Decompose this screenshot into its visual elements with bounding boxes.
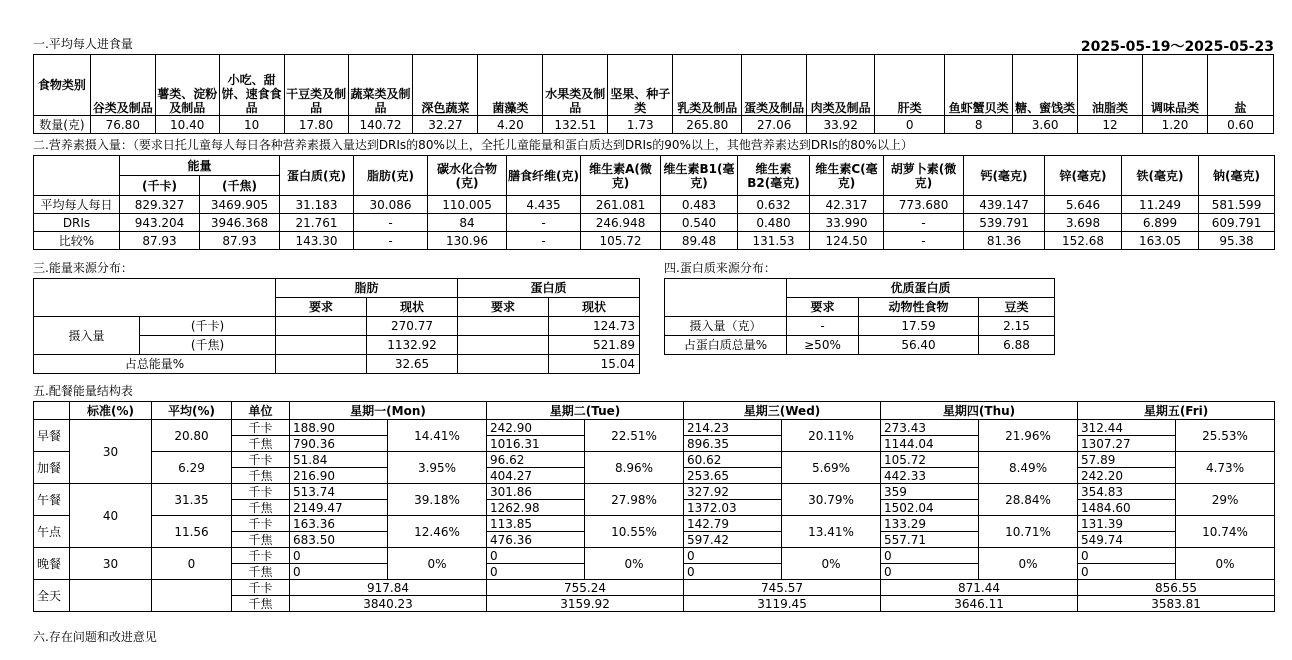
intake-row-label: 数量(克) [34,116,91,134]
protein-status-header: 现状 [549,298,640,317]
intake-category-header: 调味品类 [1143,55,1208,116]
meal-pct: 0% [585,548,684,580]
intake-label: 摄入量 [34,317,140,355]
nutrient-value: 4.435 [507,196,581,214]
quality-protein-header: 优质蛋白质 [787,279,1055,298]
intake-category-header: 菌藻类 [478,55,543,116]
empty-cell [34,279,276,317]
meal-kj: 404.27 [487,468,585,484]
avg-header: 平均(%) [152,402,232,420]
intake-value: 3.60 [1013,116,1078,134]
meal-standard: 40 [70,484,152,548]
protein-kj: 521.89 [549,336,640,355]
meal-kj: 2149.47 [290,500,388,516]
empty-cell [665,279,787,317]
nutrient-value: 5.646 [1045,196,1122,214]
nutrient-value: - [884,214,964,232]
day-header: 星期四(Thu) [881,402,1078,420]
nutrient-value: 246.948 [581,214,661,232]
meal-pct: 5.69% [782,452,881,484]
empty-cell [152,580,232,612]
fat-req-kcal [276,317,367,336]
animal-header: 动物性食物 [859,298,979,317]
bean-value: 6.88 [979,336,1055,355]
nutrient-row-label: 平均每人每日 [34,196,120,214]
intake-value: 0 [875,116,945,134]
section-4-title: 四.蛋白质来源分布： [664,261,776,275]
meal-kcal: 131.39 [1078,516,1176,532]
meal-name: 加餐 [34,452,70,484]
meal-kj: 476.36 [487,532,585,548]
nutrient-value: 105.72 [581,232,661,250]
date-range: 2025-05-19～2025-05-23 [1080,39,1274,55]
req-header: 要求 [787,298,859,317]
row2-label: 占蛋白质总量% [665,336,787,355]
meal-pct: 30.79% [782,484,881,516]
unit-kj: 千焦 [232,596,290,612]
meal-kj: 0 [1078,564,1176,580]
unit-kcal: 千卡 [232,420,290,436]
nutrient-header: 碳水化合物(克) [428,156,507,196]
meal-name: 午餐 [34,484,70,516]
day-header: 星期三(Wed) [684,402,881,420]
intake-col-header: 食物类别 [34,55,91,116]
energy-header: 能量 [120,156,280,176]
nutrient-row-label: 比较% [34,232,120,250]
meal-pct: 0% [979,548,1078,580]
meal-kcal: 359 [881,484,979,500]
unit-kj: 千焦 [232,436,290,452]
section-3-title: 三.能量来源分布： [33,261,133,275]
protein-kcal: 124.73 [549,317,640,336]
total-name: 全天 [34,580,70,612]
meal-kj: 0 [487,564,585,580]
intake-category-header: 肝类 [875,55,945,116]
meal-kcal: 301.86 [487,484,585,500]
nutrient-value: 95.38 [1199,232,1275,250]
total-kcal: 745.57 [684,580,881,596]
section-5-title: 五.配餐能量结构表 [33,384,133,398]
protein-req-pct [458,355,549,374]
meal-pct: 10.55% [585,516,684,548]
nutrient-value: 87.93 [200,232,280,250]
nutrient-value: 829.327 [120,196,200,214]
meal-kj: 549.74 [1078,532,1176,548]
intake-value: 33.92 [807,116,875,134]
kj-label: (千焦) [140,336,276,355]
intake-category-header: 糖、蜜饯类 [1013,55,1078,116]
meal-pct: 39.18% [388,484,487,516]
nutrient-header: 维生素B1(毫克) [661,156,738,196]
meal-kj: 0 [684,564,782,580]
unit-kj: 千焦 [232,468,290,484]
meal-pct: 0% [782,548,881,580]
meal-pct: 12.46% [388,516,487,548]
intake-value: 10 [219,116,284,134]
nutrient-value: 31.183 [280,196,354,214]
row1-label: 摄入量（克） [665,317,787,336]
meal-kcal: 113.85 [487,516,585,532]
intake-category-header: 深色蔬菜 [413,55,478,116]
intake-category-header: 小吃、甜饼、速食食品 [219,55,284,116]
nutrient-value: 539.791 [964,214,1045,232]
intake-category-header: 蔬菜类及制品 [348,55,413,116]
nutrient-value: 3.698 [1045,214,1122,232]
meal-pct: 0% [1176,548,1275,580]
meal-kj: 0 [290,564,388,580]
meal-kj: 1144.04 [881,436,979,452]
intake-value: 132.51 [543,116,608,134]
fat-req-pct [276,355,367,374]
energy-kcal-header: (千卡) [120,176,200,196]
meal-kcal: 354.83 [1078,484,1176,500]
nutrient-value: 439.147 [964,196,1045,214]
protein-source-table [664,278,1055,355]
nutrient-value: 3469.905 [200,196,280,214]
nutrient-value: 3946.368 [200,214,280,232]
nutrient-value: - [507,232,581,250]
nutrient-value: 124.50 [810,232,884,250]
meal-structure-table [33,401,1275,612]
section-6-title: 六.存在问题和改进意见 [33,630,157,644]
meal-kj: 790.36 [290,436,388,452]
protein-req-header: 要求 [458,298,549,317]
nutrient-value: 143.30 [280,232,354,250]
intake-value: 1.20 [1143,116,1208,134]
animal-value: 56.40 [859,336,979,355]
protein-header: 蛋白质 [458,279,640,298]
meal-pct: 8.49% [979,452,1078,484]
protein-req-kcal [458,317,549,336]
unit-kcal: 千卡 [232,452,290,468]
day-header: 星期五(Fri) [1078,402,1275,420]
meal-pct: 8.96% [585,452,684,484]
intake-category-header: 谷类及制品 [90,55,155,116]
nutrient-header: 锌(毫克) [1045,156,1122,196]
meal-name: 午点 [34,516,70,548]
meal-kj: 1484.60 [1078,500,1176,516]
total-kj: 3840.23 [290,596,487,612]
nutrient-value: 261.081 [581,196,661,214]
meal-pct: 10.71% [979,516,1078,548]
meal-pct: 27.98% [585,484,684,516]
intake-value: 1.73 [608,116,673,134]
total-kj: 3119.45 [684,596,881,612]
empty-cell [70,580,152,612]
fat-header: 脂肪 [276,279,458,298]
energy-source-table [33,278,640,374]
nutrient-value: 0.483 [661,196,738,214]
meal-pct: 28.84% [979,484,1078,516]
unit-kcal: 千卡 [232,484,290,500]
nutrient-value: 33.990 [810,214,884,232]
nutrient-value: - [354,214,428,232]
nutrient-header: 钙(毫克) [964,156,1045,196]
section-1-title: 一.平均每人进食量 [33,37,133,51]
intake-value: 27.06 [742,116,807,134]
nutrient-header: 维生素C(毫克) [810,156,884,196]
unit-kj: 千焦 [232,564,290,580]
intake-value: 10.40 [155,116,219,134]
intake-category-header: 肉类及制品 [807,55,875,116]
unit-kj: 千焦 [232,532,290,548]
meal-kcal: 57.89 [1078,452,1176,468]
meal-pct: 0% [388,548,487,580]
meal-kj: 1502.04 [881,500,979,516]
nutrient-value: 21.761 [280,214,354,232]
nutrient-value: 131.53 [738,232,810,250]
nutrient-header: 钠(毫克) [1199,156,1275,196]
fat-req-kj [276,336,367,355]
meal-kj: 216.90 [290,468,388,484]
meal-kcal: 242.90 [487,420,585,436]
meal-kj: 597.42 [684,532,782,548]
meal-pct: 20.11% [782,420,881,452]
unit-kcal: 千卡 [232,580,290,596]
energy-kj-header: (千焦) [200,176,280,196]
meal-kcal: 0 [290,548,388,564]
nutrient-value: 42.317 [810,196,884,214]
meal-pct: 3.95% [388,452,487,484]
protein-req-kj [458,336,549,355]
kcal-label: (千卡) [140,317,276,336]
meal-kj: 1307.27 [1078,436,1176,452]
intake-value: 8 [945,116,1013,134]
nutrient-value: 0.480 [738,214,810,232]
total-kj: 3159.92 [487,596,684,612]
std-header: 标准(%) [70,402,152,420]
meal-avg: 6.29 [152,452,232,484]
meal-kcal: 312.44 [1078,420,1176,436]
nutrient-value: 773.680 [884,196,964,214]
meal-kcal: 188.90 [290,420,388,436]
fat-kcal: 270.77 [367,317,458,336]
nutrient-value: 0.540 [661,214,738,232]
meal-avg: 0 [152,548,232,580]
meal-kcal: 96.62 [487,452,585,468]
fat-req-header: 要求 [276,298,367,317]
intake-value: 76.80 [90,116,155,134]
nutrient-row-label: DRIs [34,214,120,232]
nutrient-row [34,232,1275,250]
meal-kj: 1372.03 [684,500,782,516]
nutrient-value: - [884,232,964,250]
nutrient-value: - [354,232,428,250]
nutrient-value: 163.05 [1122,232,1199,250]
intake-value: 0.60 [1207,116,1273,134]
total-kj: 3646.11 [881,596,1078,612]
intake-category-header: 盐 [1207,55,1273,116]
meal-pct: 25.53% [1176,420,1275,452]
meal-kj: 242.20 [1078,468,1176,484]
meal-kcal: 0 [684,548,782,564]
meal-name: 晚餐 [34,548,70,580]
meal-kj: 683.50 [290,532,388,548]
nutrient-row [34,214,1275,232]
meal-pct: 13.41% [782,516,881,548]
meal-pct: 22.51% [585,420,684,452]
meal-avg: 20.80 [152,420,232,452]
intake-category-header: 干豆类及制品 [284,55,348,116]
total-kj: 3583.81 [1078,596,1275,612]
animal-value: 17.59 [859,317,979,336]
meal-pct: 14.41% [388,420,487,452]
meal-kj: 1262.98 [487,500,585,516]
nutrient-value: 581.599 [1199,196,1275,214]
nutrient-header: 脂肪(克) [354,156,428,196]
meal-kcal: 0 [487,548,585,564]
meal-kj: 442.33 [881,468,979,484]
nutrient-header: 胡萝卜素(微克) [884,156,964,196]
meal-kcal: 142.79 [684,516,782,532]
meal-pct: 10.74% [1176,516,1275,548]
meal-kcal: 133.29 [881,516,979,532]
empty-cell [34,402,70,420]
total-kcal: 871.44 [881,580,1078,596]
nutrient-value: 609.791 [1199,214,1275,232]
nutrient-header: 膳食纤维(克) [507,156,581,196]
meal-avg: 11.56 [152,516,232,548]
meal-pct: 21.96% [979,420,1078,452]
intake-value: 12 [1078,116,1143,134]
nutrient-value: 81.36 [964,232,1045,250]
intake-value: 140.72 [348,116,413,134]
intake-value: 32.27 [413,116,478,134]
day-header: 星期二(Tue) [487,402,684,420]
meal-kcal: 273.43 [881,420,979,436]
intake-table [33,54,1274,134]
bean-value: 2.15 [979,317,1055,336]
total-kcal: 755.24 [487,580,684,596]
meal-pct: 4.73% [1176,452,1275,484]
empty-cell [34,156,120,196]
nutrient-header: 维生素A(微克) [581,156,661,196]
meal-kcal: 513.74 [290,484,388,500]
fat-kj: 1132.92 [367,336,458,355]
total-kcal: 856.55 [1078,580,1275,596]
meal-kcal: 163.36 [290,516,388,532]
fat-pct: 32.65 [367,355,458,374]
unit-kcal: 千卡 [232,516,290,532]
section-2-title: 二.营养素摄入量：（要求日托儿童每人每日各种营养素摄入量达到DRIs的80%以上，全托儿童能量和蛋白质达到DRIs的90%以上，其他营养素达到DRIs的80%以上） [33,138,913,152]
nutrient-value: 11.249 [1122,196,1199,214]
meal-kj: 253.65 [684,468,782,484]
nutrient-row [34,196,1275,214]
intake-value: 17.80 [284,116,348,134]
unit-kcal: 千卡 [232,548,290,564]
nutrient-header: 蛋白质(克) [280,156,354,196]
nutrient-value: 110.005 [428,196,507,214]
meal-kcal: 327.92 [684,484,782,500]
meal-name: 早餐 [34,420,70,452]
intake-value: 265.80 [673,116,742,134]
nutrient-value: 84 [428,214,507,232]
meal-kj: 557.71 [881,532,979,548]
nutrient-value: 943.204 [120,214,200,232]
meal-kj: 0 [881,564,979,580]
nutrient-value: 130.96 [428,232,507,250]
nutrient-value: - [507,214,581,232]
meal-kj: 1016.31 [487,436,585,452]
meal-kcal: 105.72 [881,452,979,468]
meal-standard: 30 [70,420,152,484]
pct-label: 占总能量% [34,355,276,374]
unit-kj: 千焦 [232,500,290,516]
meal-standard: 30 [70,548,152,580]
unit-header: 单位 [232,402,290,420]
intake-category-header: 薯类、淀粉及制品 [155,55,219,116]
nutrient-value: 0.632 [738,196,810,214]
nutrient-header: 维生素B2(毫克) [738,156,810,196]
meal-kcal: 0 [1078,548,1176,564]
meal-kcal: 214.23 [684,420,782,436]
req-value: - [787,317,859,336]
intake-value: 4.20 [478,116,543,134]
intake-category-header: 水果类及制品 [543,55,608,116]
nutrient-header: 铁(毫克) [1122,156,1199,196]
nutrient-value: 6.899 [1122,214,1199,232]
req-value: ≥50% [787,336,859,355]
nutrient-value: 30.086 [354,196,428,214]
nutrient-table [33,155,1275,250]
nutrient-value: 87.93 [120,232,200,250]
fat-status-header: 现状 [367,298,458,317]
bean-header: 豆类 [979,298,1055,317]
intake-category-header: 油脂类 [1078,55,1143,116]
protein-pct: 15.04 [549,355,640,374]
meal-kcal: 51.84 [290,452,388,468]
intake-category-header: 乳类及制品 [673,55,742,116]
intake-category-header: 蛋类及制品 [742,55,807,116]
meal-kcal: 60.62 [684,452,782,468]
intake-category-header: 坚果、种子类 [608,55,673,116]
nutrient-value: 89.48 [661,232,738,250]
meal-avg: 31.35 [152,484,232,516]
meal-pct: 29% [1176,484,1275,516]
day-header: 星期一(Mon) [290,402,487,420]
meal-kcal: 0 [881,548,979,564]
nutrient-value: 152.68 [1045,232,1122,250]
intake-category-header: 鱼虾蟹贝类 [945,55,1013,116]
total-kcal: 917.84 [290,580,487,596]
meal-kj: 896.35 [684,436,782,452]
